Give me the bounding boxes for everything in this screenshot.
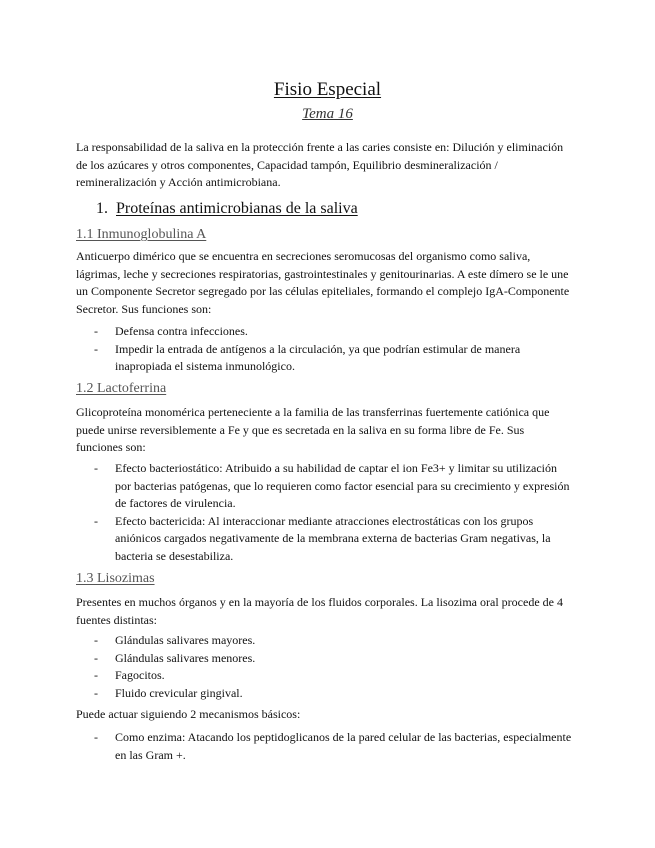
dash-marker: - (94, 461, 98, 475)
dash-marker: - (94, 650, 98, 665)
list-item: - Fluido crevicular gingival. (76, 685, 572, 703)
list-item: - Defensa contra infecciones. (76, 323, 572, 341)
dash-marker: - (94, 633, 98, 647)
section-title: Proteínas antimicrobianas de la saliva (116, 200, 358, 217)
list-item: - Fagocitos. (76, 667, 572, 685)
subsection-heading-lactoferrina: 1.2 Lactoferrina (76, 381, 167, 396)
list-item: - Como enzima: Atacando los peptidoglicanos de la pared celular de las bacterias, especialmente en las Gram +. (94, 730, 572, 762)
list-item: - Impedir la entrada de antígenos a la circulación, ya que podrían estimular de manera inapropiada el sistema inmunológico. (94, 341, 521, 374)
lactoferrina-function-list (76, 460, 572, 566)
iga-function-list (76, 323, 572, 376)
dash-marker: - (94, 685, 98, 700)
lisozimas-source-list (76, 632, 572, 702)
list-item: - Glándulas salivares menores. (76, 650, 572, 668)
document-title: Fisio Especial (273, 79, 382, 100)
section-number: 1. (96, 200, 108, 217)
list-item: - Efecto bacteriostático: Atribuido a su habilidad de captar el ion Fe3+ y limitar su utilización por bacterias patógenas, que lo requieren como factor esencial para su crecimiento y expresión de factores de virulencia. (94, 461, 570, 511)
intro-paragraph: La responsabilidad de la saliva en la protección frente a las caries consiste en: Dilución y eliminación de los azúcares y otros componentes, Capacidad tampón, Equilibrio desmineralización / remineralización y Acción antimicrobiana. (76, 140, 564, 190)
subsection-heading-iga: 1.1 Inmunoglobulina A (76, 227, 207, 242)
iga-paragraph: Anticuerpo dimérico que se encuentra en secreciones seromucosas del organismo como saliva, lágrimas, leche y secreciones respiratorias, gastrointestinales y genitourinarias. A este dímero se le une un Componente Secretor segregado por las células epiteliales, formando el complejo IgA-Componente Secretor. Sus funciones son: (76, 249, 570, 316)
document-subtitle: Tema 16 (302, 106, 353, 122)
dash-marker: - (94, 730, 98, 744)
lisozimas-mechanism-list (76, 729, 572, 764)
subsection-heading-lisozimas: 1.3 Lisozimas (76, 571, 155, 586)
dash-marker: - (94, 513, 98, 528)
dash-marker: - (94, 341, 98, 356)
list-item: - Efecto bactericida: Al interaccionar mediante atracciones electrostáticas con los grupos aniónicos cargados negativamente de la membrana externa de bacterias Gram negativas, la bacteria se desestabiliza. (94, 513, 551, 563)
list-item: - Glándulas salivares mayores. (76, 632, 572, 650)
lisozimas-paragraph: Presentes en muchos órganos y en la mayoría de los fluidos corporales. La lisozima oral procede de 4 fuentes distintas: (76, 595, 563, 627)
lactoferrina-paragraph: Glicoproteína monomérica perteneciente a la familia de las transferrinas fuertemente catiónica que puede unirse reversiblemente a Fe y que es secretada en la saliva en su forma libre de Fe. Sus funciones son: (76, 405, 550, 455)
dash-marker: - (94, 668, 98, 683)
section-heading-1 (96, 198, 358, 220)
dash-marker: - (94, 324, 98, 338)
lisozimas-mechanisms-paragraph: Puede actuar siguiendo 2 mecanismos básicos: (76, 707, 301, 721)
